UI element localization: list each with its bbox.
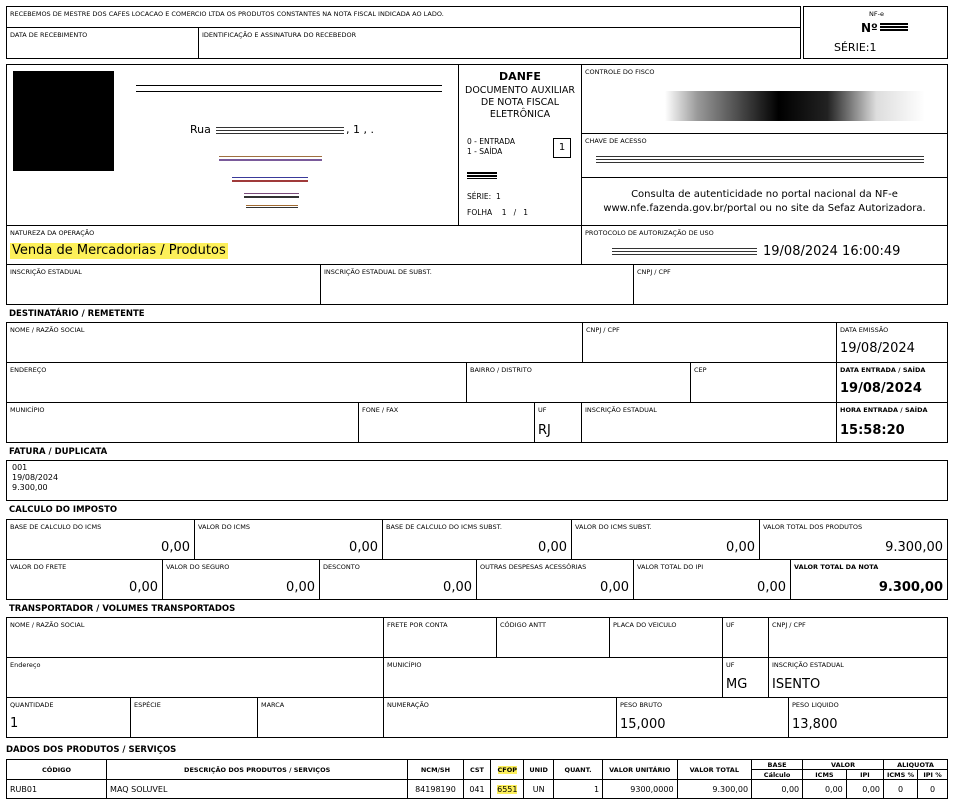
ie-box (6, 264, 321, 305)
destinatario-section-title: DESTINATÁRIO / REMETENTE (9, 309, 145, 319)
valor-icms-value: 0,00 (349, 540, 378, 555)
danfe-entrada: 0 - ENTRADA (467, 137, 515, 146)
protocolo-number-redacted (612, 248, 757, 255)
transp-uf2-value: MG (726, 677, 748, 692)
col-icms: ICMS (803, 770, 847, 780)
issuer-phone-redacted (244, 193, 299, 198)
total-produtos-box (759, 519, 948, 560)
cnpj-emitente-label: CNPJ / CPF (637, 268, 671, 276)
row-icms: 0,00 (803, 780, 847, 799)
transp-quantidade-label: QUANTIDADE (10, 701, 54, 709)
transp-frete-box (383, 617, 497, 658)
hora-es-label: HORA ENTRADA / SAÍDA (840, 406, 928, 414)
transp-especie-box (130, 697, 258, 738)
col-ipi-pct: IPI % (918, 770, 948, 780)
danfe-saida: 1 - SAÍDA (467, 147, 503, 156)
peso-bruto-label: PESO BRUTO (620, 701, 663, 709)
row-ipi: 0,00 (846, 780, 883, 799)
hora-es-value: 15:58:20 (840, 423, 905, 438)
dest-uf-label: UF (538, 406, 547, 414)
col-icms-pct: ICMS % (884, 770, 918, 780)
transp-peso-bruto-box (616, 697, 789, 738)
dest-fone-label: FONE / FAX (362, 406, 399, 414)
consulta-line1: Consulta de autenticidade no portal nacional da NF-e (631, 189, 898, 200)
valor-icms-st-label: VALOR DO ICMS SUBST. (575, 523, 652, 531)
consulta-line2: www.nfe.fazenda.gov.br/portal ou no site da Sefaz Autorizadora. (603, 203, 926, 214)
transp-marca-box (257, 697, 384, 738)
issuer-district-redacted (219, 156, 322, 161)
transp-municipio-box (383, 657, 723, 698)
fatura-section-title: FATURA / DUPLICATA (9, 447, 108, 457)
row-valor-unit: 9300,0000 (603, 780, 678, 799)
transp-marca-label: MARCA (261, 701, 285, 709)
transp-especie-label: ESPÉCIE (134, 701, 161, 709)
nfe-serie: SÉRIE:1 (834, 41, 877, 54)
col-codigo: CÓDIGO (7, 760, 107, 780)
dest-cnpj-box (582, 322, 837, 363)
danfe-title: DANFE (499, 70, 541, 83)
dest-uf-box (534, 402, 582, 443)
dest-fone-box (358, 402, 535, 443)
fatura-vencimento: 19/08/2024 (12, 473, 59, 482)
desconto-value: 0,00 (443, 580, 472, 595)
data-es-value: 19/08/2024 (840, 381, 922, 396)
produtos-table (6, 759, 948, 799)
protocolo-box (581, 225, 948, 265)
row-cfop: 6551 (497, 784, 518, 794)
transp-endereco-label: Endereço (10, 661, 41, 669)
transp-quantidade-value: 1 (10, 716, 19, 731)
natureza-box (6, 225, 582, 265)
desconto-box (319, 559, 477, 600)
col-base: BASE (752, 760, 803, 770)
col-ncm: NCM/SH (408, 760, 463, 780)
base-icms-st-value: 0,00 (538, 540, 567, 555)
seguro-value: 0,00 (286, 580, 315, 595)
valor-icms-st-box (571, 519, 760, 560)
produtos-section-title: DADOS DOS PRODUTOS / SERVIÇOS (6, 745, 177, 755)
receipt-date-field[interactable] (6, 27, 199, 59)
outras-despesas-value: 0,00 (600, 580, 629, 595)
dest-data-emissao-box (836, 322, 948, 363)
nfe-number-label: Nº (861, 21, 878, 35)
row-descricao: MAQ SOLUVEL (107, 780, 408, 799)
danfe-folha: FOLHA 1 / 1 (467, 208, 529, 217)
transp-nome-box (6, 617, 384, 658)
barcode (600, 91, 925, 121)
dest-cep-label: CEP (694, 366, 707, 374)
valor-icms-label: VALOR DO ICMS (198, 523, 250, 531)
transp-antt-box (496, 617, 610, 658)
danfe-box (458, 64, 582, 226)
dest-bairro-label: BAIRRO / DISTRITO (470, 366, 532, 374)
transp-municipio-label: MUNICÍPIO (387, 661, 422, 669)
receipt-text-box (6, 6, 801, 28)
transp-quantidade-box (6, 697, 131, 738)
data-es-label: DATA ENTRADA / SAÍDA (840, 366, 926, 374)
issuer-logo (13, 71, 114, 171)
dest-uf-value: RJ (538, 423, 551, 438)
fisco-box (581, 64, 948, 134)
transp-cnpj-label: CNPJ / CPF (772, 621, 806, 629)
outras-despesas-box (476, 559, 634, 600)
issuer-box (6, 64, 459, 226)
dest-ie-box (581, 402, 837, 443)
row-icms-pct: 0 (884, 780, 918, 799)
row-ncm: 84198190 (408, 780, 463, 799)
row-cst: 041 (463, 780, 491, 799)
transp-placa-label: PLACA DO VEICULO (613, 621, 677, 629)
issuer-address-suffix: , 1 , . (346, 123, 374, 136)
base-icms-box (6, 519, 195, 560)
ie-subst-label: INSCRIÇÃO ESTADUAL DE SUBST. (324, 268, 432, 276)
total-produtos-label: VALOR TOTAL DOS PRODUTOS (763, 523, 863, 531)
transp-peso-liquido-box (788, 697, 948, 738)
dest-municipio-label: MUNICÍPIO (10, 406, 45, 414)
frete-label: VALOR DO FRETE (10, 563, 67, 571)
dest-municipio-box (6, 402, 359, 443)
transp-numeracao-box (383, 697, 617, 738)
protocolo-label: PROTOCOLO DE AUTORIZAÇÃO DE USO (585, 229, 714, 237)
total-nota-value: 9.300,00 (878, 580, 943, 595)
transportador-section-title: TRANSPORTADOR / VOLUMES TRANSPORTADOS (9, 604, 236, 614)
valor-icms-st-value: 0,00 (726, 540, 755, 555)
chave-acesso-redacted (596, 156, 924, 163)
seguro-label: VALOR DO SEGURO (166, 563, 230, 571)
peso-liquido-value: 13,800 (792, 717, 838, 732)
transp-cnpj-box (768, 617, 948, 658)
transp-nome-label: NOME / RAZÃO SOCIAL (10, 621, 85, 629)
frete-box (6, 559, 163, 600)
issuer-street-redacted (216, 127, 344, 134)
nfe-number-redacted (880, 23, 908, 32)
transp-numeracao-label: NUMERAÇÃO (387, 701, 429, 709)
valor-icms-box (194, 519, 383, 560)
row-unid: UN (524, 780, 554, 799)
total-ipi-box (633, 559, 791, 600)
col-cfop: CFOP (497, 765, 518, 774)
danfe-subtitle: DOCUMENTO AUXILIAR DE NOTA FISCAL ELETRÔNICA (465, 85, 575, 120)
issuer-email-redacted (246, 205, 298, 208)
col-cfop-cell (491, 760, 524, 780)
data-emissao-label: DATA EMISSÃO (840, 326, 889, 334)
transp-placa-box (609, 617, 723, 658)
col-quant: QUANT. (554, 760, 603, 780)
chave-acesso-label: CHAVE DE ACESSO (585, 137, 647, 145)
total-produtos-value: 9.300,00 (885, 540, 943, 555)
total-nota-label: VALOR TOTAL DA NOTA (794, 563, 879, 571)
transp-ie-label: INSCRIÇÃO ESTADUAL (772, 661, 844, 669)
protocolo-datetime: 19/08/2024 16:00:49 (763, 244, 901, 259)
row-cfop-cell (491, 780, 524, 799)
receipt-signature-field[interactable] (198, 27, 801, 59)
chave-acesso-box (581, 133, 948, 178)
col-ipi: IPI (846, 770, 883, 780)
issuer-name-redacted (136, 85, 442, 86)
transp-uf2-label: UF (726, 661, 735, 669)
receipt-text: RECEBEMOS DE MESTRE DOS CAFES LOCACAO E COMERCIO LTDA OS PRODUTOS CONSTANTES NA NOTA FISCAL INDICADA AO LADO. (10, 10, 444, 18)
imposto-section-title: CALCULO DO IMPOSTO (9, 505, 118, 515)
dest-endereco-label: ENDEREÇO (10, 366, 47, 374)
peso-bruto-value: 15,000 (620, 717, 666, 732)
row-quant: 1 (554, 780, 603, 799)
col-valor-unit: VALOR UNITÁRIO (603, 760, 678, 780)
row-codigo: RUB01 (7, 780, 107, 799)
fatura-numero: 001 (12, 463, 28, 472)
nfe-label: NF-e (869, 10, 884, 18)
dest-data-es-box (836, 362, 948, 403)
transp-uf-label: UF (726, 621, 735, 629)
dest-cep-box (690, 362, 837, 403)
data-emissao-value: 19/08/2024 (840, 341, 915, 356)
total-nota-box (790, 559, 948, 600)
col-descricao: DESCRIÇÃO DOS PRODUTOS / SERVIÇOS (107, 760, 408, 780)
controle-fisco-label: CONTROLE DO FISCO (585, 68, 655, 76)
dest-bairro-box (466, 362, 691, 403)
base-icms-st-label: BASE DE CALCULO DO ICMS SUBST. (386, 523, 502, 531)
cnpj-emitente-box (633, 264, 948, 305)
base-icms-label: BASE DE CALCULO DO ICMS (10, 523, 102, 531)
frete-value: 0,00 (129, 580, 158, 595)
row-valor-total: 9.300,00 (677, 780, 752, 799)
row-ipi-pct: 0 (918, 780, 948, 799)
transp-frete-label: FRETE POR CONTA (387, 621, 448, 629)
col-valor-total: VALOR TOTAL (677, 760, 752, 780)
transp-antt-label: CÓDIGO ANTT (500, 621, 546, 629)
receipt-nfe-box (803, 6, 948, 59)
col-cst: CST (463, 760, 491, 780)
issuer-name-redacted-2 (136, 91, 442, 92)
base-icms-value: 0,00 (161, 540, 190, 555)
dest-hora-box (836, 402, 948, 443)
fatura-valor: 9.300,00 (12, 483, 48, 492)
outras-despesas-label: OUTRAS DESPESAS ACESSÓRIAS (480, 563, 587, 571)
ie-subst-box (320, 264, 634, 305)
consulta-box (581, 177, 948, 226)
issuer-address-prefix: Rua (190, 123, 211, 136)
fatura-box (6, 460, 948, 501)
transp-ie-value: ISENTO (772, 677, 821, 692)
col-aliquota: ALIQUOTA (884, 760, 948, 770)
danfe-tipo-box: 1 (553, 138, 571, 158)
receipt-date-label: DATA DE RECEBIMENTO (10, 31, 88, 39)
danfe-serie: SÉRIE: 1 (467, 192, 501, 201)
transp-uf-box (722, 617, 769, 658)
col-calculo: Cálculo (752, 770, 803, 780)
col-valor: VALOR (803, 760, 884, 770)
peso-liquido-label: PESO LIQUIDO (792, 701, 839, 709)
dest-nome-box (6, 322, 583, 363)
base-icms-st-box (382, 519, 572, 560)
natureza-label: NATUREZA DA OPERAÇÃO (10, 229, 95, 237)
transp-endereco-box (6, 657, 384, 698)
dest-ie-label: INSCRIÇÃO ESTADUAL (585, 406, 657, 414)
total-ipi-value: 0,00 (757, 580, 786, 595)
row-base: 0,00 (752, 780, 803, 799)
natureza-value: Venda de Mercadorias / Produtos (12, 243, 226, 258)
dest-nome-label: NOME / RAZÃO SOCIAL (10, 326, 85, 334)
dest-endereco-box (6, 362, 467, 403)
issuer-city-redacted (232, 177, 308, 182)
table-row (7, 780, 948, 799)
danfe-number-redacted (467, 172, 497, 179)
receipt-signature-label: IDENTIFICAÇÃO E ASSINATURA DO RECEBEDOR (202, 31, 357, 39)
transp-ie-box (768, 657, 948, 698)
transp-uf2-box (722, 657, 769, 698)
ie-label: INSCRIÇÃO ESTADUAL (10, 268, 82, 276)
dest-cnpj-label: CNPJ / CPF (586, 326, 620, 334)
seguro-box (162, 559, 320, 600)
col-unid: UNID (524, 760, 554, 780)
total-ipi-label: VALOR TOTAL DO IPI (637, 563, 704, 571)
desconto-label: DESCONTO (323, 563, 360, 571)
